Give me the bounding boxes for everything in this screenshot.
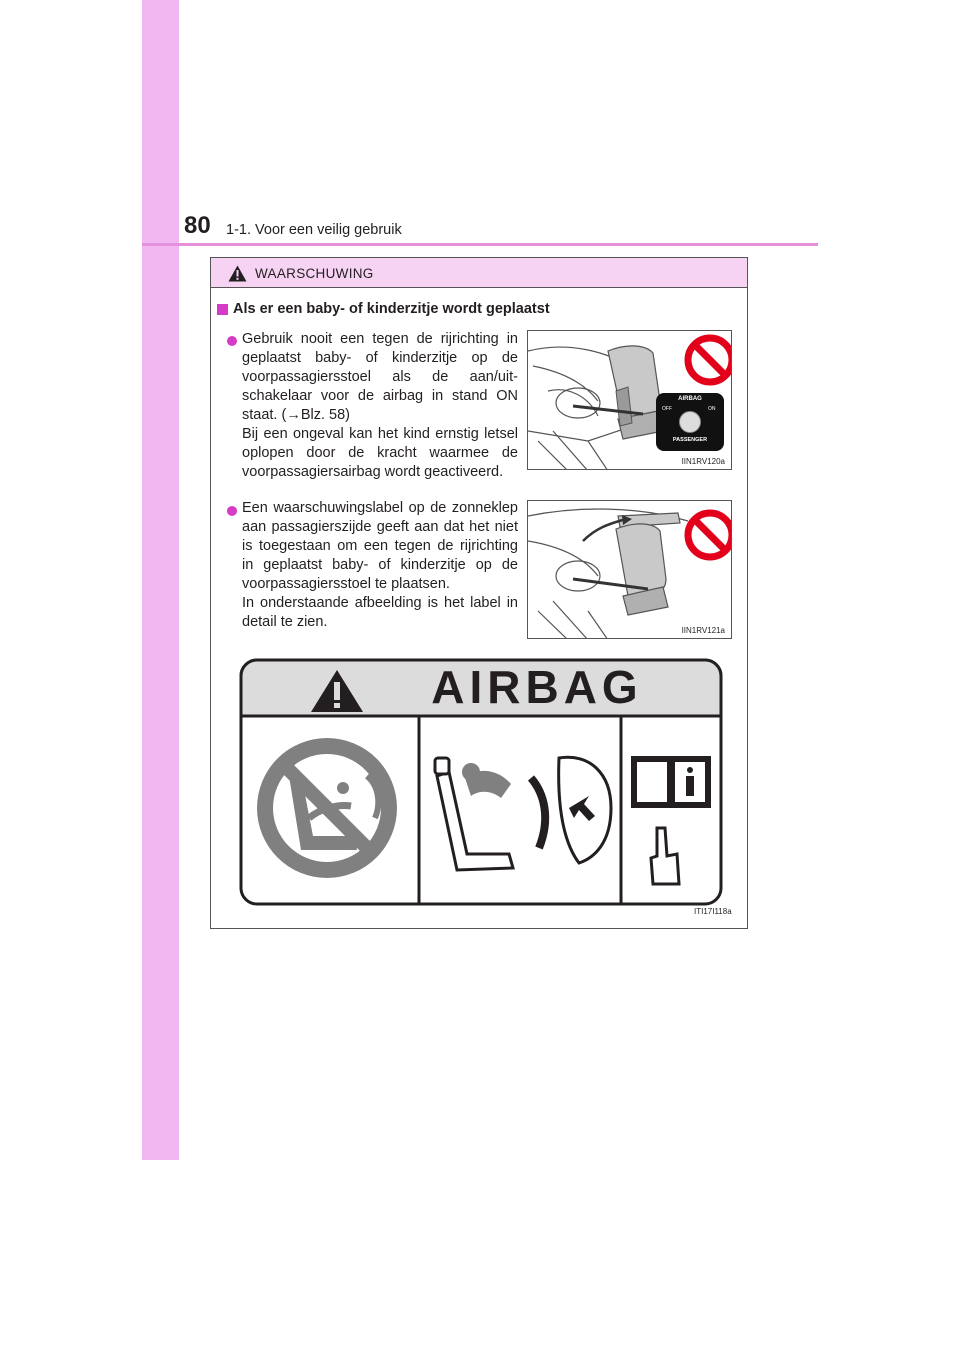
header-rule	[142, 243, 818, 246]
bullet-2-line-2: In onderstaande afbeelding is het label in detail te zien.	[242, 595, 518, 630]
label-header	[239, 658, 723, 716]
label-airbag-word: AIRBAG	[431, 661, 643, 713]
section-title: 1-1. Voor een veilig gebruik	[226, 222, 402, 238]
figure-1-code: IIN1RV120a	[681, 457, 725, 466]
figure-2-code: IIN1RV121a	[681, 626, 725, 635]
warning-header	[211, 258, 747, 288]
airbag-switch-panel	[656, 393, 724, 451]
page-number: 80	[184, 212, 211, 239]
switch-bottom-label: PASSENGER	[672, 437, 708, 443]
warning-title: WAARSCHUWING	[255, 266, 374, 281]
bullet-1-text	[242, 330, 518, 482]
warning-box	[210, 257, 748, 929]
warning-triangle-icon	[228, 265, 247, 282]
label-figure-code: ITI17I118a	[694, 907, 732, 916]
bullet-1-dot	[227, 336, 237, 346]
switch-off-label: OFF	[662, 406, 672, 412]
figure-airbag-switch	[527, 330, 732, 470]
switch-on-label: ON	[708, 406, 716, 412]
bullet-2-text	[242, 499, 518, 632]
switch-title: AIRBAG	[678, 396, 702, 402]
subheading-square-icon	[217, 304, 228, 315]
switch-key-icon	[679, 411, 701, 433]
bullet-2-line-1: Een waarschuwingslabel op de zonneklep aan passagierszijde geeft aan dat het niet is toegestaan om een tegen de rijrichting in geplaatst baby- of kinderzitje op de voorpassagiersstoel te plaatsen.	[242, 500, 518, 592]
bullet-2-dot	[227, 506, 237, 516]
cockpit-visor-illustration	[528, 501, 732, 639]
bullet-1-line-2: Bij een ongeval kan het kind ernstig letsel oplopen door de kracht waarmee de voorpassagiersairbag wordt geactiveerd.	[242, 426, 518, 480]
chapter-side-tab	[142, 0, 179, 1160]
label-prohibited-child-seat-icon	[257, 738, 397, 878]
figure-sun-visor	[527, 500, 732, 639]
warning-subheading: Als er een baby- of kinderzitje wordt geplaatst	[233, 301, 550, 317]
bullet-1-line-1: Gebruik nooit een tegen de rijrichting in geplaatst baby- of kinderzitje op de voorpassagiersstoel als de aan/uit-schakelaar voor de airbag in stand ON staat. (→Blz. 58)	[242, 331, 518, 423]
